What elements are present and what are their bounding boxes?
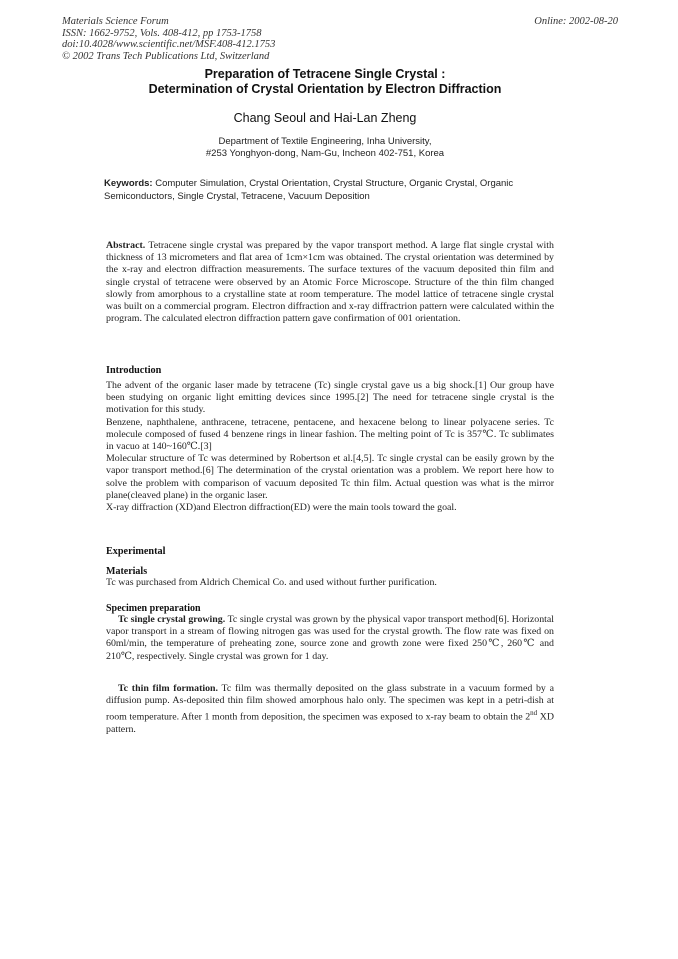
affiliation — [110, 136, 540, 160]
title-line-2: Determination of Crystal Orientation by Electron Diffraction — [148, 82, 502, 96]
journal-name: Materials Science Forum — [62, 16, 169, 27]
authors: Chang Seoul and Hai-Lan Zheng — [233, 111, 417, 125]
growing-body — [106, 614, 554, 663]
keywords-label: Keywords: — [104, 178, 153, 189]
online-date: Online: 2002-08-20 — [534, 16, 618, 27]
abstract-label: Abstract. — [106, 240, 146, 251]
intro-paragraph-3: Molecular structure of Tc was determined by Robertson et al.[4,5]. Tc single crystal can be easily grown by the vapor transport method.[6] The determination of the crystal orientation was a problem. We report here how to solve the problem with comparison of vacuum deposited Tc thin film. Actual question was what is the mirror plane(cleaved plane) in the organic laser. — [106, 453, 554, 501]
film-superscript: nd — [530, 709, 538, 718]
issn-line: ISSN: 1662-9752, Vols. 408-412, pp 1753-1758 — [62, 27, 262, 39]
experimental-heading: Experimental — [106, 546, 166, 557]
growing-text: Tc single crystal was grown by the physical vapor transport method[6]. Horizontal vapor transport in a stream of flowing nitrogen gas was used for the crystal growth. The flow rate was fixed on 60ml/min, the temperature of preheating zone, source zone and growth zone were fixed 250℃, 260℃ and 210℃, respectively. Single crystal was grown for 1 day. — [106, 614, 555, 662]
introduction-body — [106, 380, 554, 514]
intro-paragraph-2: Benzene, naphthalene, anthracene, tetracene, pentacene, and hexacene belong to linear polyacene series. Tc molecule composed of fused 4 benzene rings in linear fashion. The melting point of Tc is 357℃. Tc sublimates in vacuo at 140~160℃.[3] — [106, 416, 554, 453]
keywords — [104, 177, 554, 203]
abstract — [106, 240, 554, 325]
film-text-a: Tc film was thermally deposited on the glass substrate in a vacuum formed by a diffusion pump. As-deposited thin film showed amorphous halo only. The specimen was kept in a petri-dish at room temperature. After 1 month from deposition, the specimen was exposed to x-ray beam to obtain the 2 — [106, 683, 554, 723]
doi-line: doi:10.4028/www.scientific.net/MSF.408-412.1753 — [62, 39, 276, 50]
paper-title — [110, 67, 540, 97]
growing-label: Tc single crystal growing. — [118, 614, 226, 625]
keywords-text: Computer Simulation, Crystal Orientation, Crystal Structure, Organic Crystal, Organic Semiconductors, Single Crystal, Tetracene, Vacuum Deposition — [104, 178, 514, 202]
film-body — [106, 683, 554, 736]
materials-body — [106, 577, 554, 589]
intro-paragraph-1: The advent of the organic laser made by tetracene (Tc) single crystal gave us a big shock.[1] Our group have been studying on organic light emitting devices since 1995.[2] The need for tetracene single crystal is the motivation for this study. — [106, 380, 554, 416]
affiliation-line-1: Department of Textile Engineering, Inha University, — [218, 136, 432, 147]
copyright-line: © 2002 Trans Tech Publications Ltd, Switzerland — [62, 50, 270, 62]
affiliation-line-2: #253 Yonghyon-dong, Nam-Gu, Incheon 402-751, Korea — [205, 148, 445, 159]
title-line-1: Preparation of Tetracene Single Crystal : — [204, 67, 446, 81]
film-label: Tc thin film formation. — [118, 683, 218, 694]
film-text-b: XD pattern. — [106, 711, 554, 735]
abstract-text: Tetracene single crystal was prepared by the vapor transport method. A large flat single crystal with thickness of 13 micrometers and flat area of 1cm×1cm was obtained. The crystal orientation was determined by the x-ray and electron diffraction measurements. The surface textures of the vacuum deposited thin film and single crystal of tetracene were observed by an Atomic Force Microscope. Structure of the thin film changed slowly from amorphous to a crystalline state at room temperature. The model lattice of tetracene single crystal was built on a commercial program. Electron diffraction and x-ray diffractrion pattern were calculated within the program. The calculated electron diffraction pattern gave confirmation of 001 orientation. — [106, 240, 554, 325]
specimen-heading: Specimen preparation — [106, 603, 201, 614]
journal-header — [62, 16, 618, 62]
materials-text: Tc was purchased from Aldrich Chemical Co. and used without further purification. — [106, 577, 437, 588]
materials-heading: Materials — [106, 566, 148, 577]
intro-paragraph-4: X-ray diffraction (XD)and Electron diffraction(ED) were the main tools toward the goal. — [106, 502, 457, 514]
introduction-heading: Introduction — [106, 365, 162, 376]
